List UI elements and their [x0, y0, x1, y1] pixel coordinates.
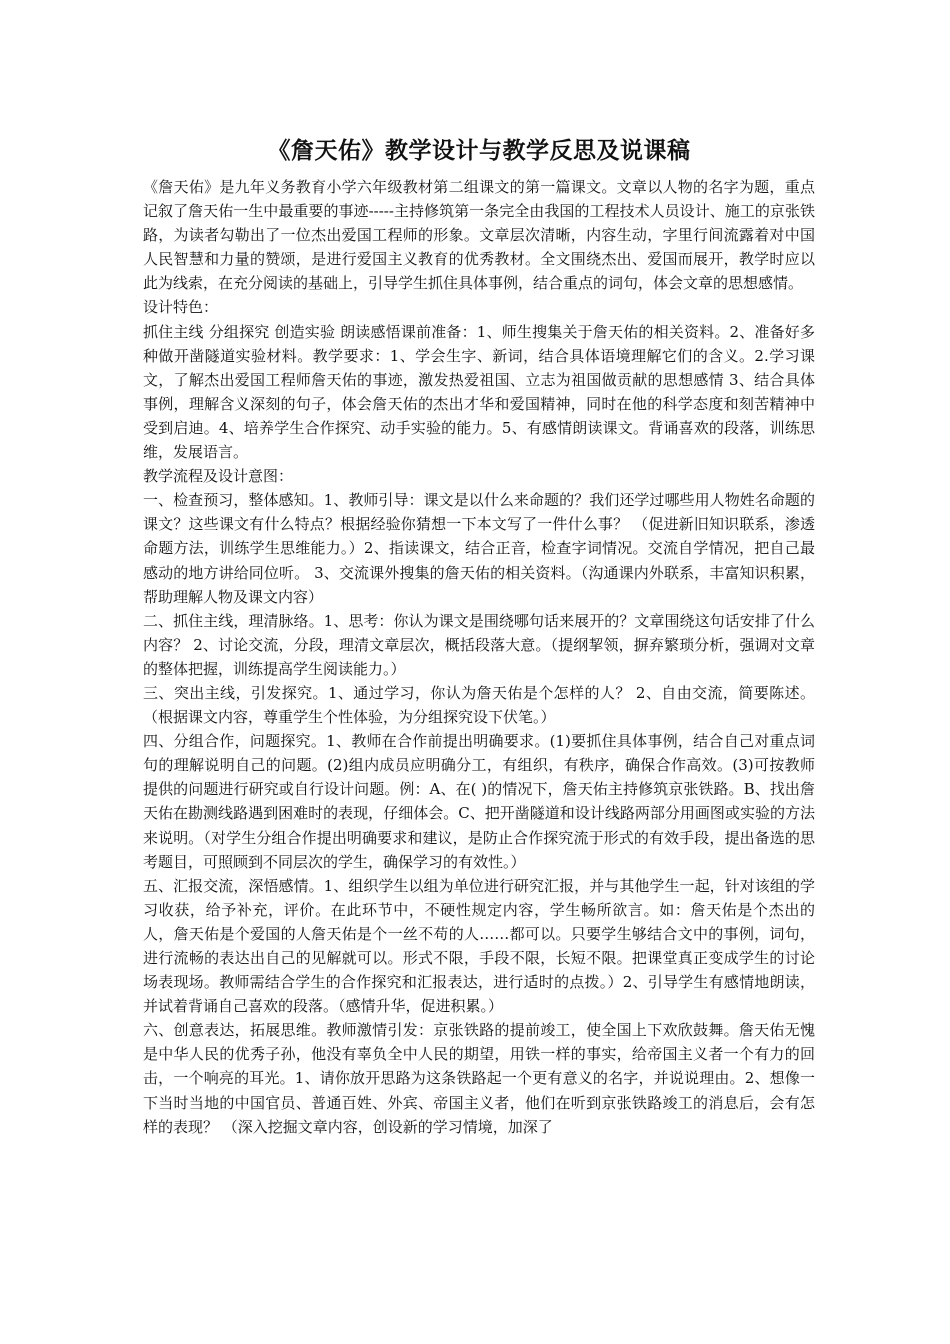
document-page	[143, 131, 815, 1139]
paragraph-step-5: 五、汇报交流，深悟感情。1、组织学生以组为单位进行研究汇报，并与其他学生一起，针对该组的学习收获，给予补充，评价。在此环节中，不硬性规定内容，学生畅所欲言。如：詹天佑是个杰出的人，詹天佑是个爱国的人詹天佑是个一丝不苟的人……都可以。只要学生够结合文中的事例，词句，进行流畅的表达出自己的见解就可以。形式不限，手段不限，长短不限。把课堂真正变成学生的讨论场表现场。教师需结合学生的合作探究和汇报表达，进行适时的点拨。）2、引导学生有感情地朗读，并试着背诵自己喜欢的段落。（感情升华，促进积累。）	[143, 876, 815, 1016]
paragraph-step-6: 六、创意表达，拓展思维。教师激情引发：京张铁路的提前竣工，使全国上下欢欣鼓舞。詹天佑无愧是中华人民的优秀子孙，他没有辜负全中人民的期望，用铁一样的事实，给帝国主义者一个有力的回击，一个响亮的耳光。1、请你放开思路为这条铁路起一个更有意义的名字，并说说理由。2、想像一下当时当地的中国官员、普通百姓、外宾、帝国主义者，他们在听到京张铁路竣工的消息后，会有怎样的表现？ （深入挖掘文章内容，创设新的学习情境，加深了	[143, 1021, 815, 1136]
paragraph-design-features-heading: 设计特色：	[143, 298, 219, 317]
document-title: 《詹天佑》教学设计与教学反思及说课稿	[267, 138, 691, 164]
paragraph-process-heading: 教学流程及设计意图：	[143, 467, 294, 486]
paragraph-step-3: 三、突出主线，引发探究。1、通过学习，你认为詹天佑是个怎样的人？ 2、自由交流，简要陈述。 （根据课文内容，尊重学生个性体验，为分组探究设下伏笔。）	[143, 683, 815, 727]
paragraph-step-1: 一、检查预习，整体感知。1、教师引导：课文是以什么来命题的？我们还学过哪些用人物姓名命题的课文？这些课文有什么特点？根据经验你猜想一下本文写了一件什么事？ （促进新旧知识联系，渗透命题方法，训练学生思维能力。）2、指读课文，结合正音，检查字词情况。交流自学情况，把自己最感动的地方讲给同位听。 3、交流课外搜集的詹天佑的相关资料。（沟通课内外联系，丰富知识积累，帮助理解人物及课文内容）	[143, 491, 815, 606]
paragraph-intro: 《詹天佑》是九年义务教育小学六年级教材第二组课文的第一篇课文。文章以人物的名字为题，重点记叙了詹天佑一生中最重要的事迹-----主持修筑第一条完全由我国的工程技术人员设计、施工的京张铁路，为读者勾勒出了一位杰出爱国工程师的形象。文章层次清晰，内容生动，字里行间流露着对中国人民智慧和力量的赞颂，是进行爱国主义教育的优秀教材。全文围绕杰出、爱国而展开，教学时应以此为线索，在充分阅读的基础上，引导学生抓住具体事例，结合重点的词句，体会文章的思想感情。	[143, 178, 815, 293]
paragraph-step-2: 二、抓住主线，理清脉络。1、思考：你认为课文是围绕哪句话来展开的？文章围绕这句话安排了什么内容？ 2、讨论交流，分段，理清文章层次，概括段落大意。（提纲挈领，摒弃繁琐分析，强调对文章的整体把握，训练提高学生阅读能力。）	[143, 611, 815, 678]
paragraph-step-4: 四、分组合作，问题探究。1、教师在合作前提出明确要求。(1)要抓住具体事例，结合自己对重点词句的理解说明自己的问题。(2)组内成员应明确分工，有组织，有秩序，确保合作高效。(3)可按教师提供的问题进行研究或自行设计问题。例：A、在( )的情况下，詹天佑主持修筑京张铁路。B、找出詹天佑在勘测线路遇到困难时的表现，仔细体会。C、把开凿隧道和设计线路两部分用画图或实验的方法来说明。（对学生分组合作提出明确要求和建议，是防止合作探究流于形式的有效手段，提出备选的思考题目，可照顾到不同层次的学生，确保学习的有效性。）	[143, 732, 815, 871]
paragraph-design-features: 抓住主线 分组探究 创造实验 朗读感悟课前准备：1、师生搜集关于詹天佑的相关资料。2、准备好多种做开凿隧道实验材料。教学要求：1、学会生字、新词，结合具体语境理解它们的含义。2.学习课文，了解杰出爱国工程师詹天佑的事迹，激发热爱祖国、立志为祖国做贡献的思想感情 3、结合具体事例，理解含义深刻的句子，体会詹天佑的杰出才华和爱国精神，同时在他的科学态度和刻苦精神中受到启迪。4、培养学生合作探究、动手实验的能力。5、有感情朗读课文。背诵喜欢的段落，训练思维，发展语言。	[143, 322, 815, 462]
